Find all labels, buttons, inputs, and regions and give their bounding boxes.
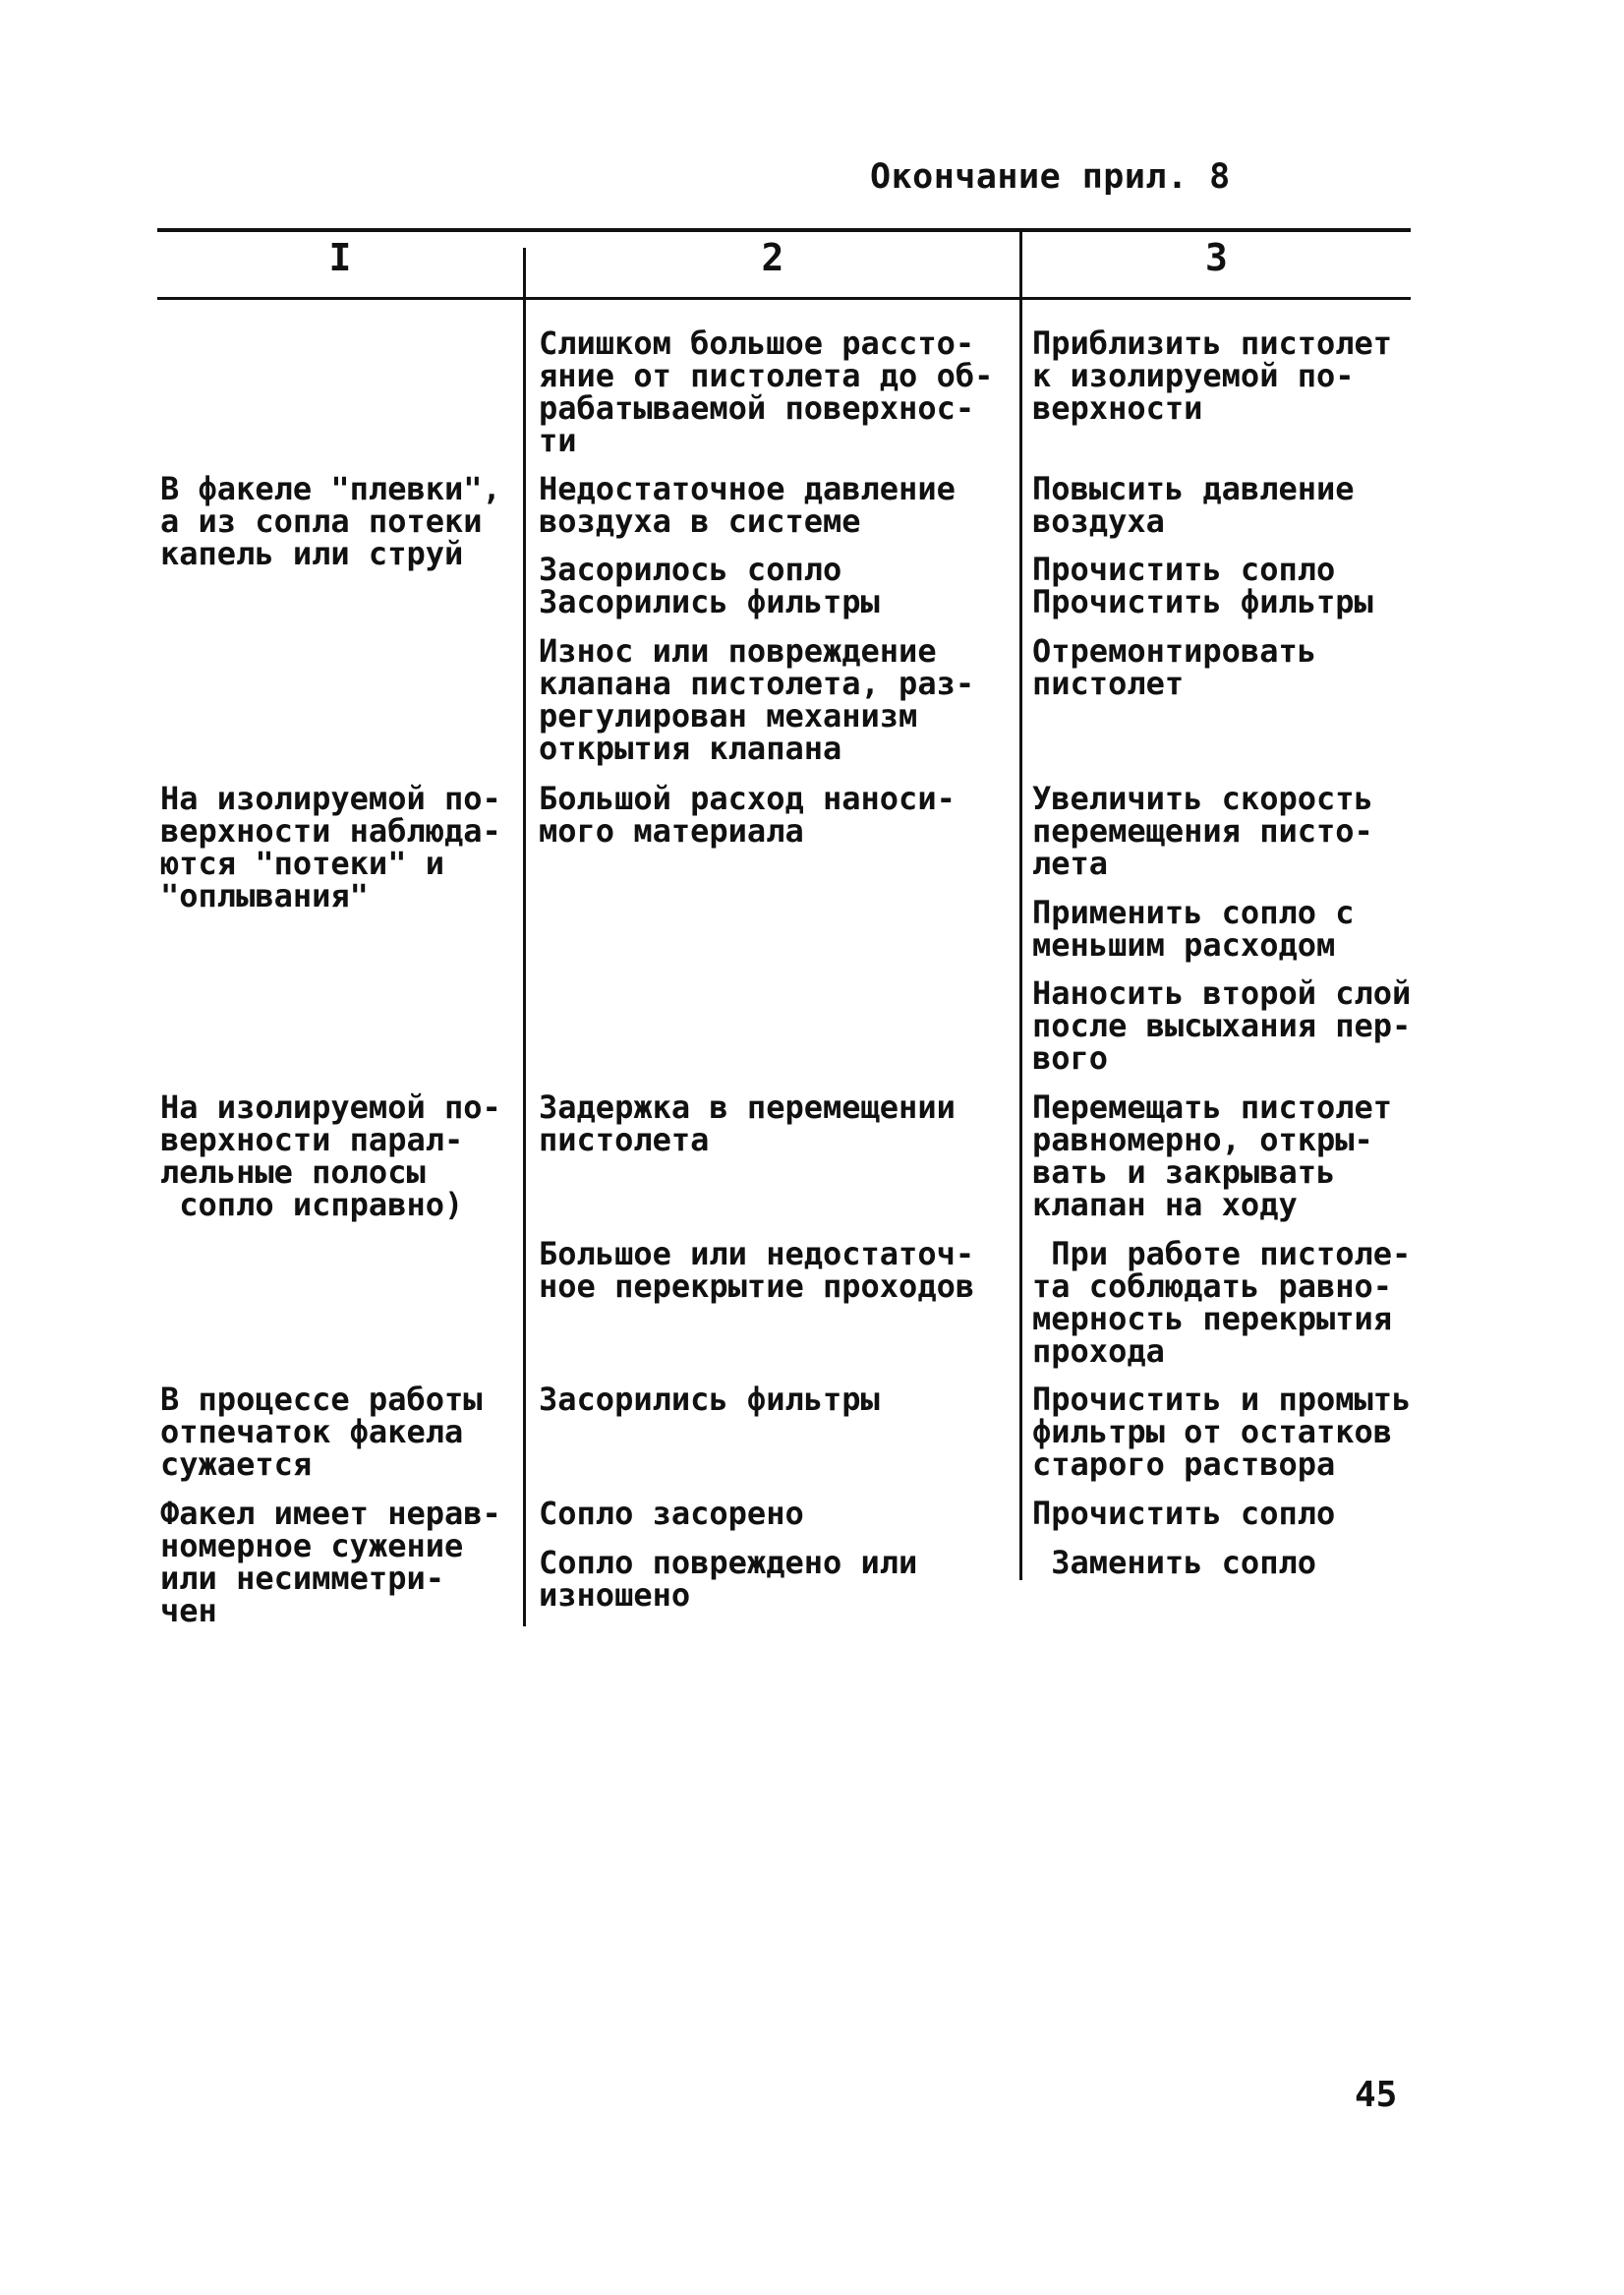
page-number: 45 (1355, 2075, 1398, 2115)
table-cell-remedy: Наносить второй слой после высыхания пер- вого (1032, 974, 1412, 1077)
table-cell-cause: Износ или повреждение клапана пистолета, раз- регулирован механизм открытия клапана (539, 632, 975, 767)
table-cell-symptom: На изолируемой по- верхности парал- лельные полосы сопло исправно) (160, 1089, 501, 1223)
table-cell-remedy: Прочистить и промыть фильтры от остатков старого раствора (1032, 1381, 1412, 1483)
table-cell-remedy: Прочистить сопло Прочистить фильтры (1032, 551, 1373, 620)
column-divider-1 (523, 248, 526, 1626)
table-cell-remedy: Применить сопло с меньшим расходом (1032, 894, 1355, 964)
table-cell-cause: Большое или недостаточ- ное перекрытие проходов (539, 1235, 975, 1305)
table-cell-cause: Засорились фильтры (539, 1381, 880, 1418)
table-cell-remedy: Повысить давление воздуха (1032, 470, 1355, 540)
table-cell-remedy: При работе пистоле- та соблюдать равно- мерность перекрытия прохода (1032, 1235, 1412, 1370)
table-cell-symptom: На изолируемой по- верхности наблюда- ются "потеки" и "оплывания" (160, 780, 501, 914)
table-cell-cause: Задержка в перемещении пистолета (539, 1089, 956, 1158)
table-cell-remedy: Увеличить скорость перемещения писто- лета (1032, 780, 1373, 882)
table-cell-remedy: Прочистить сопло (1032, 1495, 1336, 1532)
table-cell-remedy: Отремонтировать пистолет (1032, 632, 1316, 702)
table-header-rule (157, 297, 1411, 300)
column-header-1: I (328, 236, 352, 279)
table-cell-cause: Сопло повреждено или изношено (539, 1544, 918, 1614)
page-caption: Окончание прил. 8 (870, 157, 1231, 197)
table-cell-remedy: Приблизить пистолет к изолируемой по- верхности (1032, 324, 1393, 427)
table-cell-symptom: В процессе работы отпечаток факела сужается (160, 1381, 483, 1483)
column-header-3: 3 (1205, 236, 1228, 279)
column-header-2: 2 (761, 236, 784, 279)
column-divider-2 (1019, 228, 1022, 1580)
table-top-rule (157, 228, 1411, 232)
table-cell-cause: Недостаточное давление воздуха в системе (539, 470, 956, 540)
table-cell-cause: Слишком большое рассто- яние от пистолета до об- рабатываемой поверхнос- ти (539, 324, 994, 459)
table-cell-cause: Большой расход наноси- мого материала (539, 780, 956, 850)
table-cell-remedy: Заменить сопло (1032, 1544, 1316, 1581)
table-cell-cause: Сопло засорено (539, 1495, 804, 1532)
table-cell-cause: Засорилось сопло Засорились фильтры (539, 551, 880, 620)
table-cell-remedy: Перемещать пистолет равномерно, откры- вать и закрывать клапан на ходу (1032, 1089, 1393, 1223)
table-cell-symptom: В факеле "плевки", а из сопла потеки капель или струй (160, 470, 501, 572)
table-cell-symptom: Факел имеет нерав- номерное сужение или несимметри- чен (160, 1495, 501, 1629)
